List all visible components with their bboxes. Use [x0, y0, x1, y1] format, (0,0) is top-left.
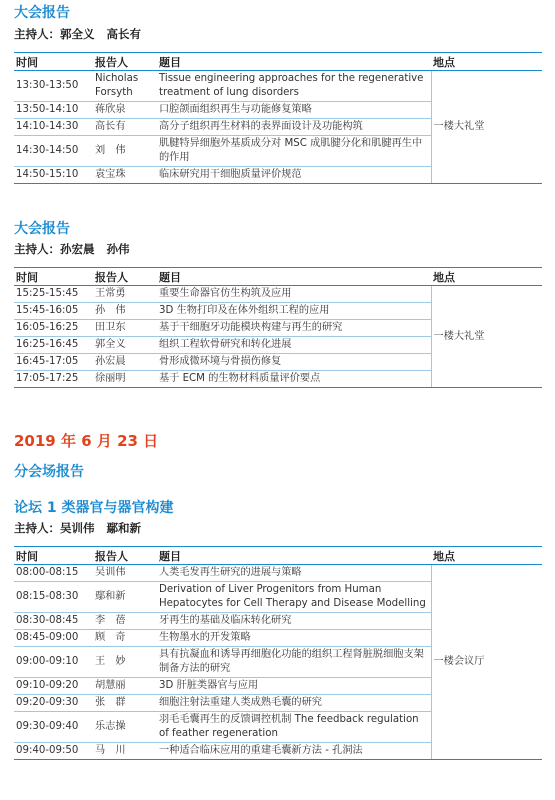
cell-time: 15:45-16:05 [14, 303, 93, 320]
cell-speaker: 袁宝珠 [93, 167, 157, 184]
cell-time: 14:50-15:10 [14, 167, 93, 184]
cell-speaker: 顾 奇 [93, 630, 157, 647]
cell-topic: 高分子组织再生材料的表界面设计及功能构筑 [157, 119, 431, 136]
col-topic: 题目 [157, 53, 431, 71]
col-location: 地点 [431, 53, 542, 71]
subsection-title: 分会场报告 [14, 464, 84, 480]
session1-host1: 主持人：郭全义 [14, 27, 95, 41]
cell-speaker: 孙 伟 [93, 303, 157, 320]
session1-title: 大会报告 [14, 5, 70, 21]
cell-speaker: 胡慧丽 [93, 678, 157, 695]
cell-time: 16:45-17:05 [14, 354, 93, 371]
cell-speaker: 乐志操 [93, 712, 157, 743]
col-speaker: 报告人 [93, 53, 157, 71]
cell-speaker: 鄢和新 [93, 582, 157, 613]
cell-topic: 具有抗凝血和诱导再细胞化功能的组织工程肾脏脱细胞支架制备方法的研究 [157, 647, 431, 678]
table-header [14, 547, 542, 565]
cell-time: 08:45-09:00 [14, 630, 93, 647]
col-location: 地点 [431, 547, 542, 565]
cell-time: 08:15-08:30 [14, 582, 93, 613]
cell-speaker: 李 蓓 [93, 613, 157, 630]
cell-topic: Derivation of Liver Progenitors from Human Hepatocytes for Cell Therapy and Disease Modelling [157, 582, 431, 613]
cell-topic: 组织工程软骨研究和转化进展 [157, 337, 431, 354]
col-speaker: 报告人 [93, 268, 157, 286]
cell-time: 08:00-08:15 [14, 565, 93, 582]
session3-host1: 主持人：吴训伟 [14, 521, 95, 535]
table-header [14, 268, 542, 286]
cell-speaker: 吴训伟 [93, 565, 157, 582]
cell-time: 09:20-09:30 [14, 695, 93, 712]
session1-host2: 高长有 [106, 27, 141, 41]
cell-topic: 骨形成微环境与骨损伤修复 [157, 354, 431, 371]
date-heading: 2019 年 6 月 23 日 [14, 432, 159, 450]
table-row [14, 286, 542, 303]
cell-speaker: 张 群 [93, 695, 157, 712]
cell-topic: 牙再生的基础及临床转化研究 [157, 613, 431, 630]
cell-location: 一楼会议厅 [431, 565, 542, 760]
session3-table [14, 546, 542, 760]
cell-speaker: 王 妙 [93, 647, 157, 678]
cell-topic: 羽毛毛囊再生的反馈调控机制 The feedback regulation of feather regeneration [157, 712, 431, 743]
col-speaker: 报告人 [93, 547, 157, 565]
session3-host2: 鄢和新 [106, 521, 141, 535]
cell-time: 14:30-14:50 [14, 136, 93, 167]
cell-topic: 口腔颌面组织再生与功能修复策略 [157, 102, 431, 119]
cell-time: 09:00-09:10 [14, 647, 93, 678]
cell-speaker: 蒋欣泉 [93, 102, 157, 119]
cell-topic: 人类毛发再生研究的进展与策略 [157, 565, 431, 582]
session2-hosts [14, 241, 142, 257]
cell-time: 09:10-09:20 [14, 678, 93, 695]
cell-time: 16:25-16:45 [14, 337, 93, 354]
session2-host1: 主持人：孙宏晨 [14, 242, 95, 256]
col-time: 时间 [14, 268, 93, 286]
cell-location: 一楼大礼堂 [431, 71, 542, 184]
cell-topic: 一种适合临床应用的重建毛囊新方法 - 孔洞法 [157, 743, 431, 760]
cell-speaker: 马 川 [93, 743, 157, 760]
cell-topic: 肌腱特异细胞外基质成分对 MSC 成肌腱分化和肌腱再生中的作用 [157, 136, 431, 167]
cell-topic: 细胞注射法重建人类成熟毛囊的研究 [157, 695, 431, 712]
cell-time: 13:50-14:10 [14, 102, 93, 119]
cell-topic: 3D 生物打印及在体外组织工程的应用 [157, 303, 431, 320]
cell-time: 09:30-09:40 [14, 712, 93, 743]
cell-speaker: 高长有 [93, 119, 157, 136]
session1-table [14, 52, 542, 184]
cell-time: 16:05-16:25 [14, 320, 93, 337]
cell-speaker: 孙宏晨 [93, 354, 157, 371]
table-header [14, 53, 542, 71]
cell-time: 14:10-14:30 [14, 119, 93, 136]
col-time: 时间 [14, 53, 93, 71]
col-topic: 题目 [157, 268, 431, 286]
session3-title: 论坛 1 类器官与器官构建 [14, 500, 174, 516]
table-row [14, 565, 542, 582]
cell-topic: 基于 ECM 的生物材料质量评价要点 [157, 371, 431, 388]
cell-location: 一楼大礼堂 [431, 286, 542, 388]
cell-speaker: 王常勇 [93, 286, 157, 303]
col-time: 时间 [14, 547, 93, 565]
cell-time: 13:30-13:50 [14, 71, 93, 102]
cell-speaker: 刘 伟 [93, 136, 157, 167]
cell-speaker: 徐丽明 [93, 371, 157, 388]
cell-speaker: 郭全义 [93, 337, 157, 354]
cell-topic: 基于干细胞牙功能模块构建与再生的研究 [157, 320, 431, 337]
table-row [14, 71, 542, 102]
session1-hosts [14, 26, 153, 42]
session2-title: 大会报告 [14, 221, 70, 237]
cell-topic: 重要生命器官仿生构筑及应用 [157, 286, 431, 303]
session2-table [14, 267, 542, 388]
cell-topic: 生物墨水的开发策略 [157, 630, 431, 647]
col-location: 地点 [431, 268, 542, 286]
cell-speaker: 田卫东 [93, 320, 157, 337]
cell-topic: 临床研究用干细胞质量评价规范 [157, 167, 431, 184]
cell-time: 09:40-09:50 [14, 743, 93, 760]
cell-topic: Tissue engineering approaches for the regenerative treatment of lung disorders [157, 71, 431, 102]
cell-time: 08:30-08:45 [14, 613, 93, 630]
cell-topic: 3D 肝脏类器官与应用 [157, 678, 431, 695]
cell-time: 15:25-15:45 [14, 286, 93, 303]
cell-speaker: Nicholas Forsyth [93, 71, 157, 102]
col-topic: 题目 [157, 547, 431, 565]
cell-time: 17:05-17:25 [14, 371, 93, 388]
session3-hosts [14, 520, 153, 536]
session2-host2: 孙伟 [106, 242, 130, 256]
